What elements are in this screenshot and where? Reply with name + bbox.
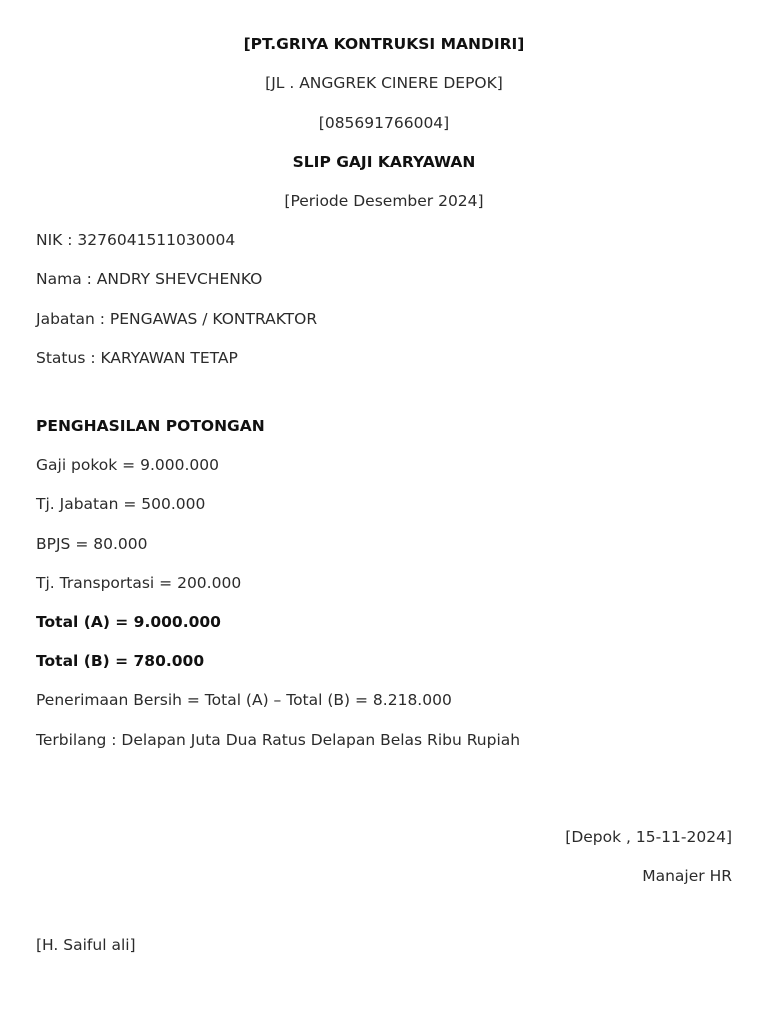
employee-nik: NIK : 3276041511030004: [36, 231, 236, 249]
position-allowance: Tj. Jabatan = 500.000: [36, 495, 206, 513]
net-pay: Penerimaan Bersih = Total (A) – Total (B) = 8.218.000: [36, 691, 452, 709]
company-phone: [085691766004]: [318, 114, 450, 132]
document-title: SLIP GAJI KARYAWAN: [292, 153, 476, 171]
basic-salary: Gaji pokok = 9.000.000: [36, 456, 219, 474]
employee-position: Jabatan : PENGAWAS / KONTRAKTOR: [36, 310, 318, 328]
signature-role: Manajer HR: [642, 867, 732, 885]
employee-status: Status : KARYAWAN TETAP: [36, 349, 238, 367]
total-b: Total (B) = 780.000: [36, 652, 205, 670]
amount-in-words: Terbilang : Delapan Juta Dua Ratus Delapan Belas Ribu Rupiah: [36, 731, 521, 749]
employee-name: Nama : ANDRY SHEVCHENKO: [36, 270, 263, 288]
bpjs-deduction: BPJS = 80.000: [36, 535, 148, 553]
pay-period: [Periode Desember 2024]: [284, 192, 484, 210]
company-name: [PT.GRIYA KONTRUKSI MANDIRI]: [243, 35, 525, 53]
signer-name: [H. Saiful ali]: [36, 936, 136, 954]
transport-allowance: Tj. Transportasi = 200.000: [36, 574, 242, 592]
company-address: [JL . ANGGREK CINERE DEPOK]: [265, 74, 503, 92]
signature-place-date: [Depok , 15-11-2024]: [565, 828, 732, 846]
total-a: Total (A) = 9.000.000: [36, 613, 221, 631]
salary-section-heading: PENGHASILAN POTONGAN: [36, 417, 265, 435]
